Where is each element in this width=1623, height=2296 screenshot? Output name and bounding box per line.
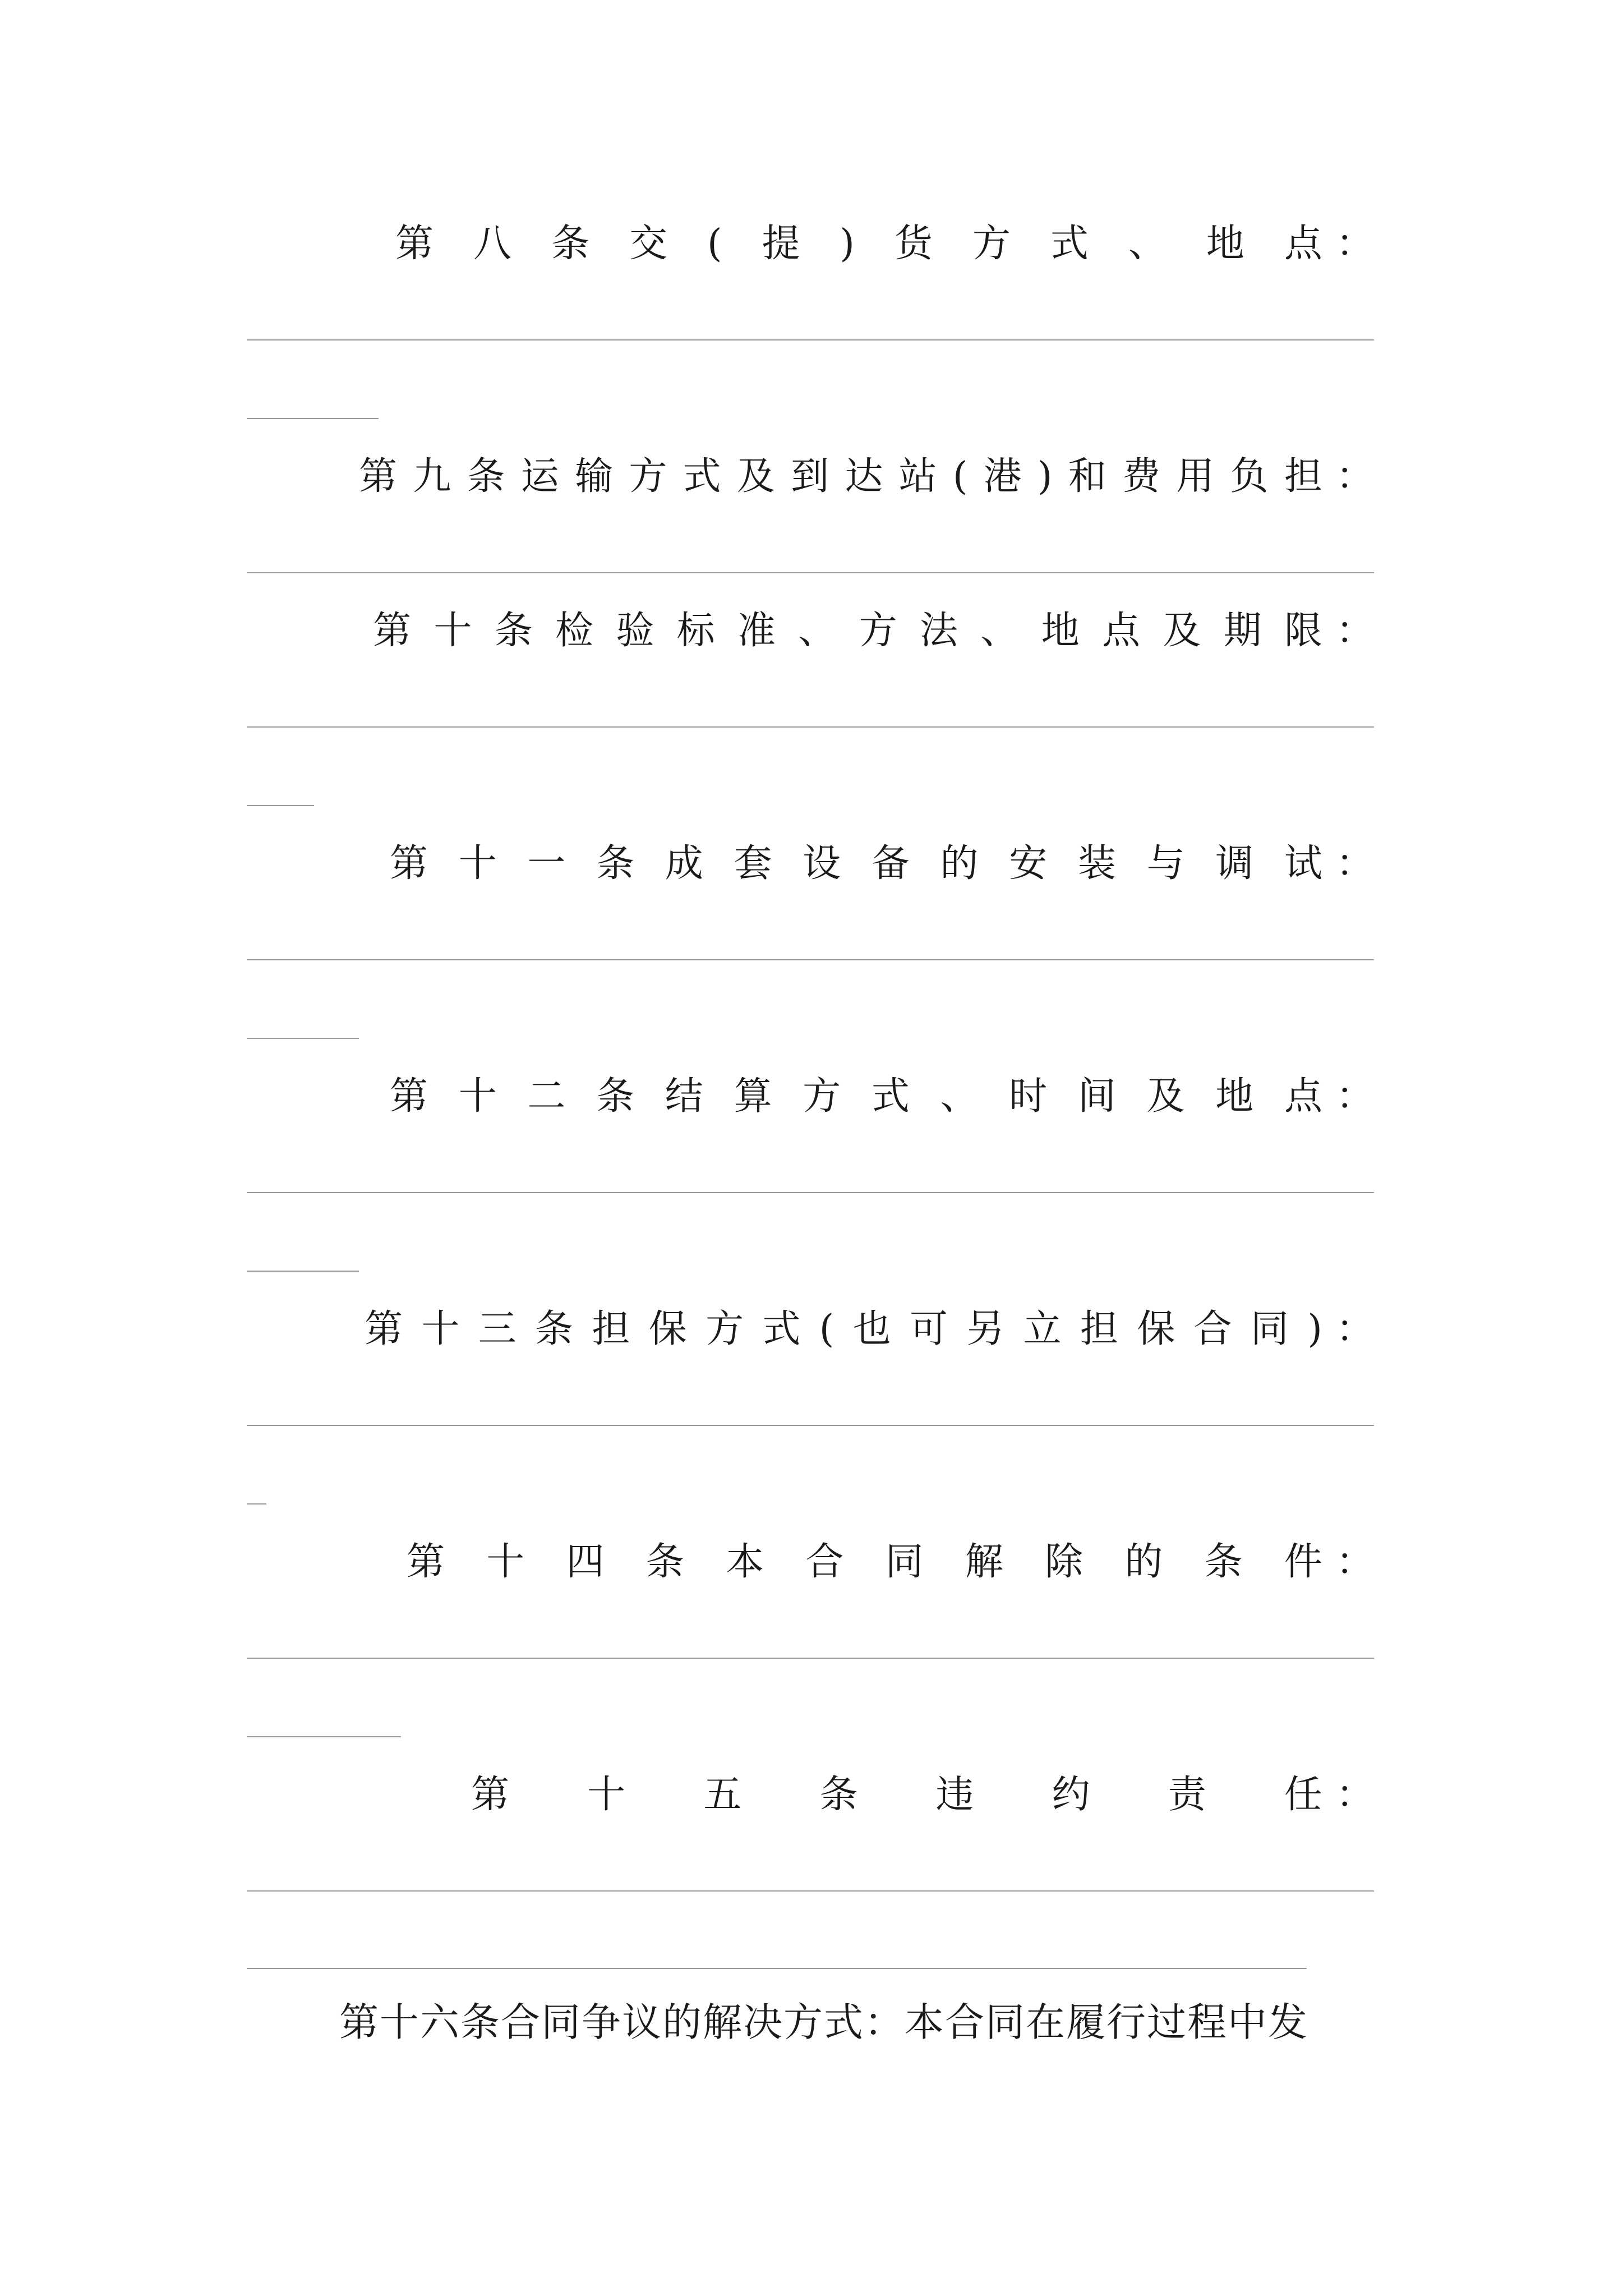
clause-10-label: 第 十 条 检 验 标 准 、 方 法 、 地 点 及 期 限 [373,609,1322,653]
clause-8-fill-line [247,339,1374,341]
clause-14-fill-line-cont [247,1736,401,1737]
clause-8-heading [395,216,1374,272]
clause-8-colon: ： [1335,222,1374,266]
clause-15-heading [471,1767,1374,1823]
clause-13-fill-line-cont [247,1503,266,1504]
clause-14-heading [407,1534,1374,1590]
clause-15-fill-line-cont [247,1968,1307,1969]
clause-10-fill-line-cont [247,805,314,806]
clause-8-label: 第 八 条 交 ( 提 ) 货 方 式 、 地 点 [395,222,1322,266]
clause-10-heading [373,603,1374,659]
clause-14-colon: ： [1335,1540,1374,1584]
clause-9-label: 第 九 条 运 输 方 式 及 到 达 站 ( 港 ) 和 费 用 负 担 [359,454,1322,499]
clause-14-label: 第 十 四 条 本 合 同 解 除 的 条 件 [407,1540,1322,1584]
clause-11-label: 第 十 一 条 成 套 设 备 的 安 装 与 调 试 [390,841,1322,886]
clause-12-colon: ： [1335,1074,1374,1119]
clause-12-fill-line-cont [247,1271,359,1272]
clause-10-colon: ： [1335,609,1374,653]
clause-12-fill-line [247,1192,1374,1193]
clause-11-heading [390,836,1374,892]
clause-15-fill-line [247,1890,1374,1892]
clause-15-colon: ： [1335,1773,1374,1817]
clause-10-fill-line [247,726,1374,728]
clause-12-label: 第 十 二 条 结 算 方 式 、 时 间 及 地 点 [390,1074,1322,1119]
clause-13-colon: ： [1335,1307,1374,1351]
clause-15-label: 第 十 五 条 违 约 责 任 [471,1773,1322,1817]
clause-13-heading [365,1301,1374,1358]
clause-11-colon: ： [1335,841,1374,886]
clause-11-fill-line-cont [247,1038,359,1039]
clause-13-fill-line [247,1425,1374,1426]
clause-16-text: 第十六条合同争议的解决方式：本合同在履行过程中发 [339,1999,1308,2045]
clause-9-fill-line [247,572,1374,573]
clause-14-fill-line [247,1658,1374,1659]
clause-9-heading [359,449,1374,505]
clause-12-heading [390,1069,1374,1125]
clause-13-label: 第 十 三 条 担 保 方 式 ( 也 可 另 立 担 保 合 同 ) [365,1307,1322,1351]
clause-8-fill-line-cont [247,418,379,419]
clause-11-fill-line [247,959,1374,960]
clause-9-colon: ： [1335,454,1374,499]
